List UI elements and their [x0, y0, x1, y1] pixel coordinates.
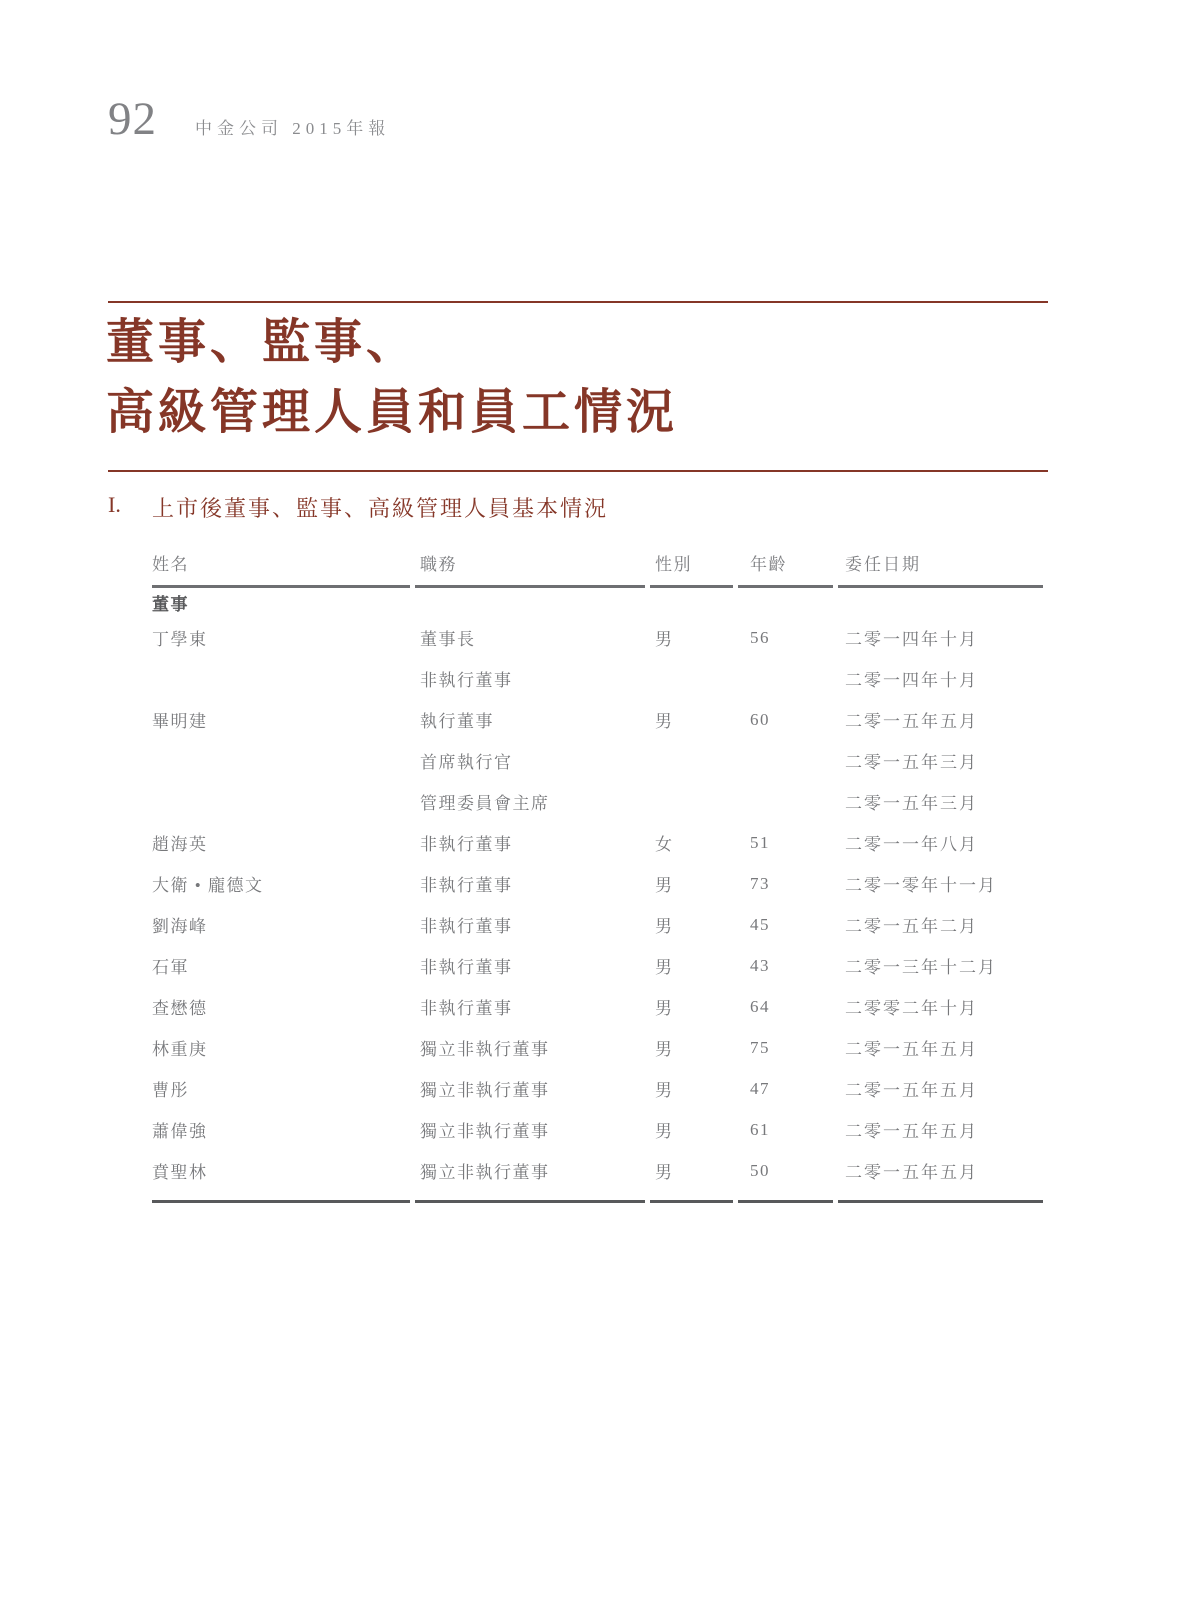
cell-gender: 男: [655, 630, 674, 649]
cell-position: 執行董事: [420, 712, 494, 731]
cell-position: 非執行董事: [420, 671, 513, 690]
cell-gender: [650, 658, 733, 699]
table-row: [152, 1068, 1043, 1109]
section-heading-text: 上市後董事、監事、高級管理人員基本情況: [152, 496, 609, 521]
table-row: [152, 863, 1043, 904]
cell-date: 二零一五年三月: [845, 794, 978, 813]
group-row-directors: [152, 588, 1043, 617]
cell-date: 二零一五年五月: [845, 1122, 978, 1141]
running-header: [108, 93, 391, 145]
cell-date: 二零一一年八月: [845, 835, 978, 854]
chapter-title-line1: 董事、監事、: [106, 316, 419, 369]
cell-date: 二零一零年十一月: [845, 876, 997, 895]
table-row: [152, 699, 1043, 740]
cell-date: 二零一五年二月: [845, 917, 978, 936]
cell-age: [738, 740, 833, 781]
cell-age: 73: [750, 873, 770, 893]
cell-gender: 男: [655, 712, 674, 731]
cell-name: 石軍: [152, 958, 189, 977]
column-header-name: 姓名: [152, 544, 410, 588]
cell-position: 非執行董事: [420, 958, 513, 977]
cell-position: 獨立非執行董事: [420, 1081, 550, 1100]
cell-position: 管理委員會主席: [420, 794, 550, 813]
table-header-row: [152, 544, 1043, 588]
cell-position: 董事長: [420, 630, 476, 649]
cell-gender: 男: [655, 1040, 674, 1059]
cell-date: 二零一五年五月: [845, 712, 978, 731]
cell-name: 曹彤: [152, 1081, 189, 1100]
cell-age: 51: [750, 832, 770, 852]
cell-gender: 女: [655, 835, 674, 854]
cell-date: 二零一四年十月: [845, 671, 978, 690]
directors-table: [147, 544, 1048, 1203]
title-bottom-rule: [108, 470, 1048, 472]
cell-date: 二零一五年五月: [845, 1081, 978, 1100]
table-row: [152, 781, 1043, 822]
cell-date: 二零一五年三月: [845, 753, 978, 772]
table-body: [152, 588, 1043, 1203]
cell-date: 二零一五年五月: [845, 1163, 978, 1182]
cell-age: 43: [750, 955, 770, 975]
cell-gender: 男: [655, 958, 674, 977]
table-row: [152, 1027, 1043, 1068]
cell-gender: [650, 740, 733, 781]
cell-age: 50: [750, 1160, 770, 1180]
cell-position: 非執行董事: [420, 835, 513, 854]
cell-age: [738, 781, 833, 822]
cell-name: [152, 740, 410, 781]
chapter-title-line2: 高級管理人員和員工情況: [106, 386, 679, 439]
cell-age: 47: [750, 1078, 770, 1098]
cell-name: 查懋德: [152, 999, 208, 1018]
cell-date: 二零一四年十月: [845, 630, 978, 649]
page-number: 92: [108, 93, 157, 145]
cell-name: [152, 658, 410, 699]
cell-position: 非執行董事: [420, 999, 513, 1018]
table-row: [152, 945, 1043, 986]
cell-age: 75: [750, 1037, 770, 1057]
cell-date: 二零一五年五月: [845, 1040, 978, 1059]
cell-name: 賁聖林: [152, 1163, 208, 1182]
cell-age: 61: [750, 1119, 770, 1139]
cell-name: 大衛 • 龐德文: [152, 876, 264, 895]
table-row: [152, 822, 1043, 863]
column-header-gender: 性別: [650, 544, 733, 588]
cell-position: 獨立非執行董事: [420, 1122, 550, 1141]
cell-name: 趙海英: [152, 835, 208, 854]
cell-position: 非執行董事: [420, 917, 513, 936]
column-header-date: 委任日期: [838, 544, 1043, 588]
cell-position: 獨立非執行董事: [420, 1163, 550, 1182]
cell-name: 蕭偉強: [152, 1122, 208, 1141]
cell-gender: 男: [655, 876, 674, 895]
cell-name: 林重庚: [152, 1040, 208, 1059]
table-row: [152, 617, 1043, 658]
group-label: 董事: [152, 595, 189, 614]
cell-age: 56: [750, 627, 770, 647]
cell-age: [738, 658, 833, 699]
table-bottom-rule: [152, 1191, 1043, 1203]
cell-gender: [650, 781, 733, 822]
cell-gender: 男: [655, 917, 674, 936]
cell-gender: 男: [655, 1081, 674, 1100]
table-row: [152, 1109, 1043, 1150]
table-row: [152, 740, 1043, 781]
cell-position: 非執行董事: [420, 876, 513, 895]
cell-position: 獨立非執行董事: [420, 1040, 550, 1059]
chapter-title: [106, 308, 1066, 448]
table-row: [152, 986, 1043, 1027]
table-row: [152, 1150, 1043, 1191]
table-row: [152, 904, 1043, 945]
report-brand: 中金公司 2015年報: [195, 119, 391, 138]
section-heading: [108, 492, 1048, 523]
cell-age: 45: [750, 914, 770, 934]
cell-age: 60: [750, 709, 770, 729]
cell-name: 畢明建: [152, 712, 208, 731]
cell-position: 首席執行官: [420, 753, 513, 772]
cell-gender: 男: [655, 1122, 674, 1141]
column-header-age: 年齡: [738, 544, 833, 588]
cell-date: 二零零二年十月: [845, 999, 978, 1018]
cell-date: 二零一三年十二月: [845, 958, 997, 977]
cell-age: 64: [750, 996, 770, 1016]
cell-name: [152, 781, 410, 822]
cell-name: 劉海峰: [152, 917, 208, 936]
cell-gender: 男: [655, 999, 674, 1018]
cell-name: 丁學東: [152, 630, 208, 649]
table-row: [152, 658, 1043, 699]
column-header-position: 職務: [415, 544, 645, 588]
section-numeral: I.: [108, 492, 121, 517]
title-top-rule: [108, 301, 1048, 303]
cell-gender: 男: [655, 1163, 674, 1182]
